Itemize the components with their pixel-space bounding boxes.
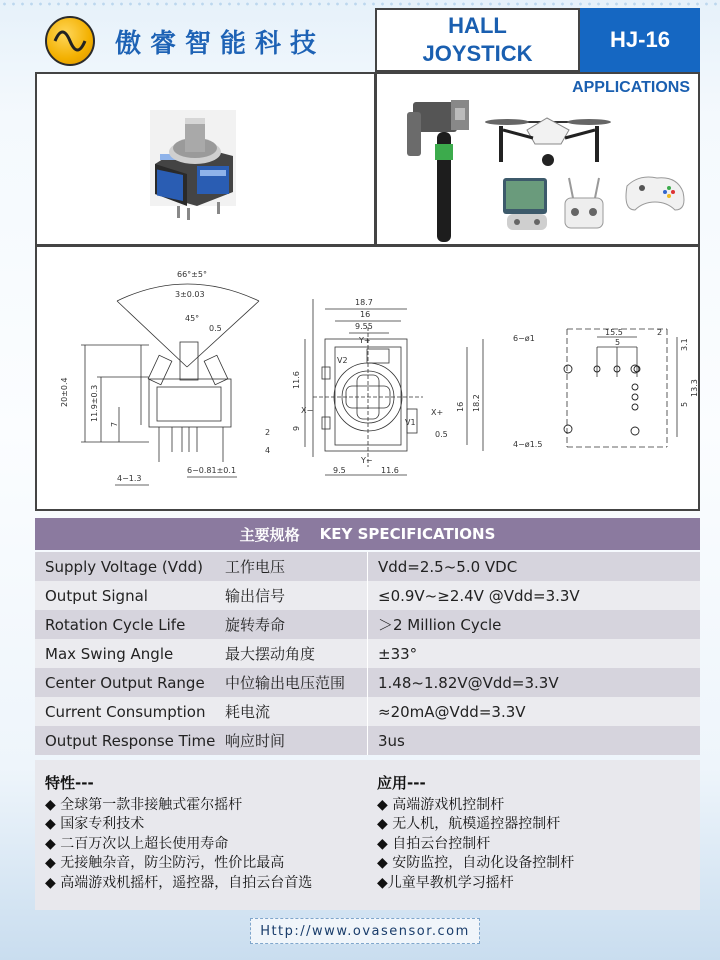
uses-list (377, 774, 574, 896)
svg-text:18.7: 18.7 (355, 298, 373, 307)
svg-text:11.9±0.3: 11.9±0.3 (90, 384, 99, 422)
product-photo-panel (35, 72, 376, 246)
gimbal-stick-icon (407, 100, 469, 242)
joystick-photo (37, 74, 374, 244)
svg-text:2: 2 (265, 428, 271, 437)
spec-value: Vdd=2.5~5.0 VDC (367, 552, 700, 581)
applications-panel (375, 72, 700, 246)
svg-text:3±0.03: 3±0.03 (175, 290, 205, 299)
use-item: ◆ 自拍云台控制杆 (377, 835, 491, 852)
spec-name-cn: 最大摆动角度 (225, 645, 316, 663)
svg-text:9: 9 (292, 425, 301, 431)
model-number: HJ-16 (580, 8, 700, 72)
specifications-header (35, 518, 700, 550)
spec-name-en: Max Swing Angle (45, 644, 174, 663)
svg-text:X−: X− (301, 406, 314, 415)
use-item: ◆ 高端游戏机控制杆 (377, 796, 505, 813)
applications-images (377, 74, 698, 244)
svg-text:11.6: 11.6 (381, 466, 399, 475)
spec-heading-en: KEY SPECIFICATIONS (319, 525, 496, 543)
spec-name-cn: 响应时间 (225, 732, 286, 750)
svg-text:5: 5 (680, 401, 689, 407)
feature-item: ◆ 全球第一款非接触式霍尔摇杆 (45, 796, 243, 813)
svg-text:20±0.4: 20±0.4 (60, 377, 69, 407)
spec-value: ＞2 Million Cycle (367, 610, 700, 639)
top-dot-border (0, 0, 720, 8)
use-item: ◆ 安防监控，自动化设备控制杆 (377, 855, 575, 871)
spec-name-en: Current Consumption (45, 702, 206, 721)
gamepad-icon (626, 177, 684, 210)
title-line-2: JOYSTICK (422, 41, 533, 66)
remote-controller-icon (565, 178, 603, 228)
spec-row (35, 610, 700, 639)
spec-value: 1.48~1.82V@Vdd=3.3V (367, 668, 700, 697)
spec-value: ≤0.9V~≥2.4V @Vdd=3.3V (367, 581, 700, 610)
company-name: 傲睿智能科技 (115, 28, 326, 59)
spec-name-en: Output Signal (45, 586, 148, 605)
spec-name-cn: 旋转寿命 (225, 616, 286, 634)
spec-value: ≈20mA@Vdd=3.3V (367, 697, 700, 726)
spec-row (35, 668, 700, 697)
svg-text:3.1: 3.1 (680, 338, 689, 351)
drone-icon (485, 118, 611, 166)
svg-text:11.6: 11.6 (292, 371, 301, 389)
svg-text:Y+: Y+ (359, 336, 371, 345)
uses-title: 应用--- (377, 774, 426, 792)
svg-text:13.3: 13.3 (690, 379, 699, 397)
spec-value: ±33° (367, 639, 700, 668)
tablet-controller-icon (503, 178, 547, 230)
spec-row (35, 552, 700, 581)
svg-text:4−ø1.5: 4−ø1.5 (513, 440, 543, 449)
spec-name-en: Center Output Range (45, 673, 205, 692)
spec-name-en: Rotation Cycle Life (45, 615, 186, 634)
spec-name-en: Supply Voltage (Vdd) (45, 557, 203, 576)
svg-text:5: 5 (615, 338, 621, 347)
svg-text:7: 7 (110, 421, 119, 427)
svg-text:15.5: 15.5 (605, 328, 623, 337)
svg-text:45°: 45° (185, 314, 200, 323)
svg-text:4: 4 (265, 446, 271, 455)
svg-text:2: 2 (657, 328, 663, 337)
product-title (375, 8, 580, 72)
features-section (35, 760, 700, 910)
svg-text:18.2: 18.2 (472, 394, 481, 412)
feature-item: ◆ 国家专利技术 (45, 816, 145, 832)
specifications-table (35, 552, 700, 755)
applications-title: APPLICATIONS (572, 79, 690, 96)
spec-row (35, 581, 700, 610)
svg-text:X+: X+ (431, 408, 444, 417)
spec-name-cn: 输出信号 (225, 587, 286, 605)
spec-row (35, 639, 700, 668)
svg-text:16: 16 (456, 401, 465, 412)
feature-item: ◆ 二百万次以上超长使用寿命 (45, 835, 229, 852)
svg-text:V1: V1 (405, 418, 416, 427)
svg-text:V2: V2 (337, 356, 348, 365)
spec-row (35, 697, 700, 726)
svg-text:0.5: 0.5 (435, 430, 448, 439)
use-item: ◆ 无人机，航模遥控器控制杆 (377, 816, 561, 832)
svg-text:9.5: 9.5 (333, 466, 346, 475)
features-title: 特性--- (45, 774, 94, 792)
spec-name-en: Output Response Time (45, 731, 216, 750)
title-line-1: HALL (448, 13, 507, 38)
spec-name-cn: 中位输出电压范围 (225, 674, 346, 692)
spec-heading-cn: 主要规格 (239, 525, 300, 544)
features-list (45, 774, 377, 896)
svg-text:6−0.81±0.1: 6−0.81±0.1 (187, 466, 237, 475)
spec-row (35, 726, 700, 755)
website-link[interactable]: Http://www.ovasensor.com (250, 918, 480, 944)
svg-text:6−ø1: 6−ø1 (513, 334, 535, 343)
spec-name-cn: 耗电流 (225, 703, 271, 721)
svg-text:Y−: Y− (361, 456, 373, 465)
dimension-drawing-panel (35, 245, 700, 511)
svg-text:16: 16 (360, 310, 371, 319)
use-item: ◆儿童早教机学习摇杆 (377, 874, 514, 891)
feature-item: ◆ 无接触杂音，防尘防污，性价比最高 (45, 855, 285, 871)
sine-wave-logo-icon (45, 16, 95, 66)
svg-text:9.55: 9.55 (355, 322, 373, 331)
spec-value: 3us (367, 726, 700, 755)
company-logo-block (35, 10, 375, 72)
feature-item: ◆ 高端游戏机摇杆，遥控器，自拍云台首选 (45, 874, 313, 891)
technical-drawing (37, 247, 698, 509)
svg-text:0.5: 0.5 (209, 324, 222, 333)
svg-text:4−1.3: 4−1.3 (117, 474, 142, 483)
svg-text:66°±5°: 66°±5° (177, 270, 207, 279)
spec-name-cn: 工作电压 (225, 558, 286, 576)
